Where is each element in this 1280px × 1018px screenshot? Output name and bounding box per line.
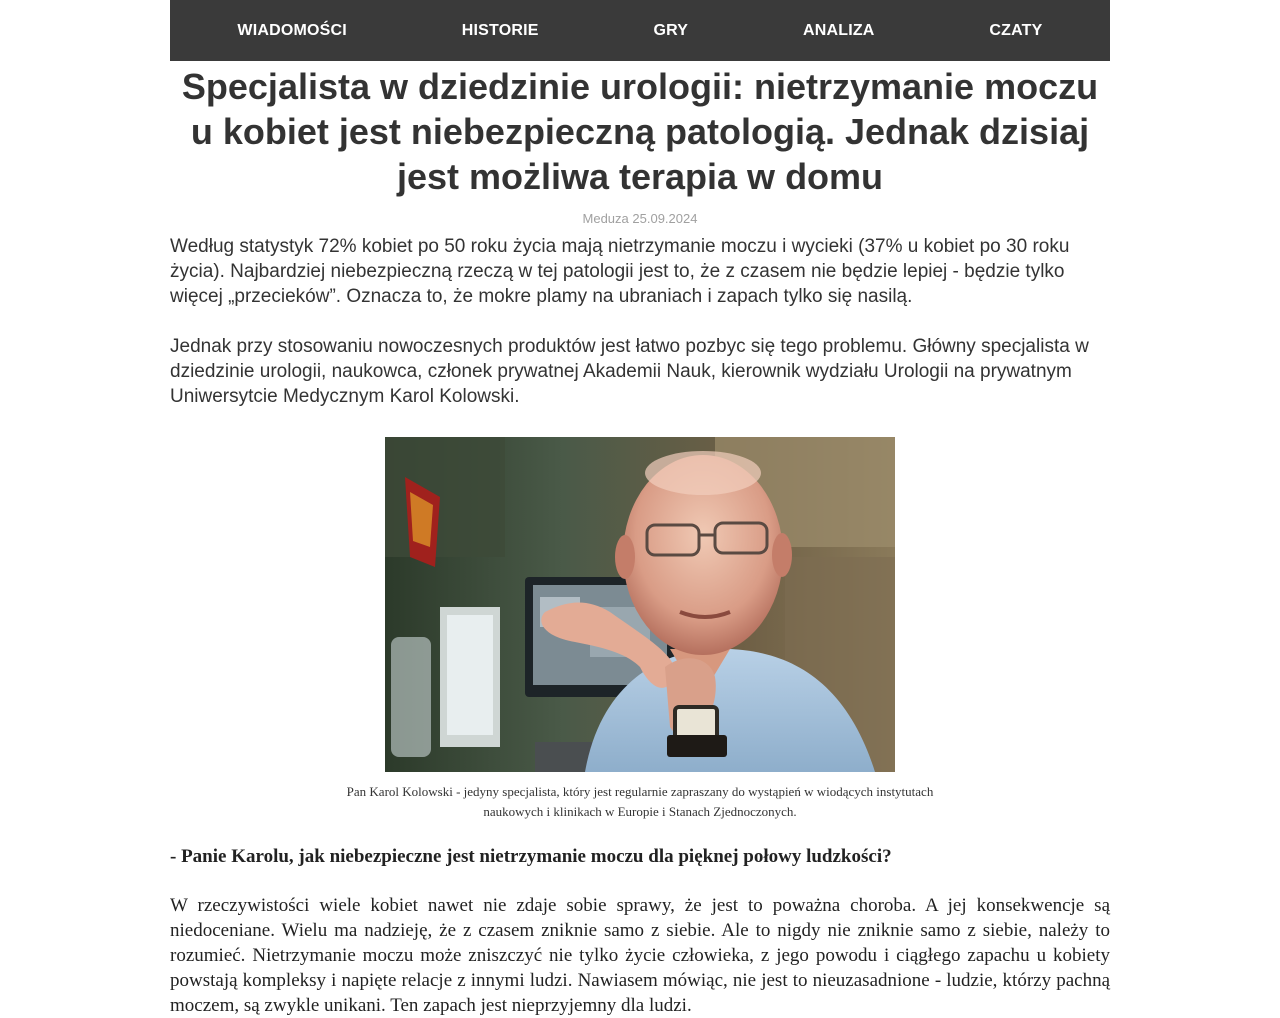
photo-caption: Pan Karol Kolowski - jedyny specjalista, który jest regularnie zapraszany do wystąpień w wiodących instytutach naukowych i klinikach w Europie i Stanach Zjednoczonych. bbox=[346, 784, 934, 819]
article-figure bbox=[170, 437, 1110, 822]
article-title: Specjalista w dziedzinie urologii: nietrzymanie moczu u kobiet jest niebezpieczną patologią. Jednak dzisiaj jest możliwa terapia w domu bbox=[181, 66, 1099, 197]
article-byline bbox=[170, 211, 1110, 227]
nav-item-analiza[interactable]: ANALIZA bbox=[802, 21, 875, 39]
interview-question: - Panie Karolu, jak niebezpieczne jest nietrzymanie moczu dla pięknej połowy ludzkości? bbox=[170, 846, 892, 867]
interview-answer: W rzeczywistości wiele kobiet nawet nie zdaje sobie sprawy, że jest to poważna choroba. A jej konsekwencje są niedoceniane. Wielu ma nadzieję, że z czasem zniknie samo z siebie. Ale to nigdy nie zniknie samo z siebie, należy to rozumieć. Nietrzymanie moczu może zniszczyć nie tylko życie człowieka, z jego powodu i ciągłego zapachu u kobiety powstają kompleksy i napięte relacje z innymi ludzi. Nawiasem mówiąc, nie jest to nieuzasadnione - ludzie, którzy pachną moczem, są zwykle unikani. Ten zapach jest nieprzyjemny dla ludzi. bbox=[170, 895, 1110, 1016]
nav-item-gry[interactable]: GRY bbox=[653, 21, 689, 39]
page-container bbox=[170, 0, 1110, 1018]
article-source: Meduza bbox=[582, 211, 629, 226]
nav-item-czaty[interactable]: CZATY bbox=[989, 21, 1043, 39]
nav-item-wiadomosci[interactable]: WIADOMOŚCI bbox=[237, 21, 347, 39]
doctor-photo bbox=[385, 437, 895, 772]
article-date: 25.09.2024 bbox=[632, 211, 698, 226]
article-paragraph-2: Jednak przy stosowaniu nowoczesnych produktów jest łatwo pozbyc się tego problemu. Główny specjalista w dziedzinie urologii, naukowca, członek prywatnej Akademii Nauk, kierownik wydziału Urologii na prywatnym Uniwersytcie Medycznym Karol Kolowski. bbox=[170, 336, 1089, 407]
top-navigation bbox=[170, 0, 1110, 61]
article-paragraph-1: Według statystyk 72% kobiet po 50 roku życia mają nietrzymanie moczu i wycieki (37% u kobiet po 30 roku życia). Najbardziej niebezpieczną rzeczą w tej patologii jest to, że z czasem nie będzie lepiej - będzie tylko więcej „przecieków”. Oznacza to, że mokre plamy na ubraniach i zapach tylko się nasilą. bbox=[170, 236, 1070, 307]
nav-item-historie[interactable]: HISTORIE bbox=[461, 21, 539, 39]
